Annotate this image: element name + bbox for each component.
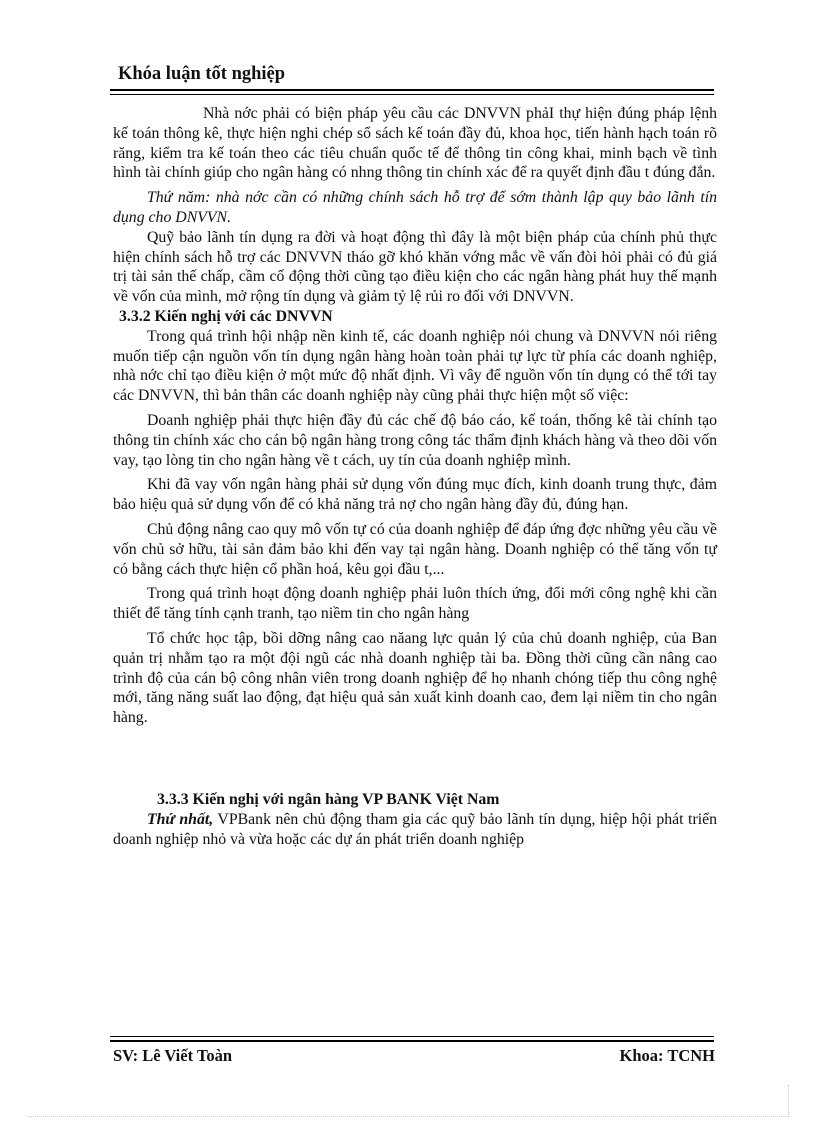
student-name: SV: Lê Viết Toàn <box>113 1046 233 1065</box>
section-heading-333: 3.3.3 Kiến nghị với ngân hàng VP BANK Việt Nam <box>157 790 500 808</box>
paragraph: Trong quá trình hội nhập nền kinh tế, các doanh nghiệp nói chung và DNVVN nói riêng muốn tiếp cận nguồn vốn tín dụng ngân hàng hoàn toàn phải tự lực từ phía các doanh nghiệp, nhà nớc chỉ tạo điều kiện ở một mức độ nhất định. Vì vây để nguồn vốn tín dụng có thể tới tay các DNVVN, thì bản thân các doanh nghiệp này cũng phải thực hiện một số việc: <box>113 327 717 405</box>
faculty-name: Khoa: TCNH <box>619 1046 715 1065</box>
page-body <box>113 104 717 849</box>
footer-rule-thick <box>110 1040 714 1042</box>
header-rule-thick <box>110 89 714 91</box>
header-rule-thin <box>110 94 714 95</box>
paragraph-lead: Thứ nhất, <box>147 810 214 828</box>
paragraph: Doanh nghiệp phải thực hiện đầy đủ các chế độ báo cáo, kế toán, thống kê tài chính tạo thông tin chính xác cho cán bộ ngân hàng trong công tác thẩm định khách hàng và theo dõi vốn vay, tạo lòng tin cho ngân hàng về t cách, uy tín của doanh nghiệp mình. <box>113 411 717 469</box>
paragraph: Quỹ bảo lãnh tín dụng ra đời và hoạt động thì đây là một biện pháp của chính phủ thực hiện chính sách hỗ trợ các DNVVN tháo gỡ khó khăn vớng mắc về vấn đòi hỏi phải có đủ giá trị tài sản thế chấp, cầm cố động thời cũng tạo điều kiện cho các ngân hàng phát huy thế mạnh về vốn của mình, mở rộng tín dụng và giảm tỷ lệ rủi ro đối với DNVVN. <box>113 228 717 306</box>
paragraph: Tổ chức học tập, bồi dỡng nâng cao năang lực quản lý của chủ doanh nghiệp, của Ban quản trị nhằm tạo ra một đội ngũ các nhà doanh nghiệp tài ba. Đồng thời cũng cần nâng cao trình độ của cán bộ công nhân viên trong doanh nghiệp để họ nhanh chóng tiếp thu công nghệ mới, tăng năng suất lao động, đạt hiệu quả sản xuất kinh doanh cao, đem lại niềm tin cho ngân hàng. <box>113 629 717 727</box>
section-heading-332: 3.3.2 Kiến nghị với các DNVVN <box>119 307 333 325</box>
paragraph: Khi đã vay vốn ngân hàng phải sử dụng vốn đúng mục đích, kinh doanh trung thực, đảm bảo hiệu quả sử dụng vốn để có khả năng trả nợ cho ngân hàng đầy đủ, đúng hạn. <box>113 476 717 514</box>
paragraph: Nhà nớc phải có biện pháp yêu cầu các DNVVN phảI thự hiện đúng pháp lệnh kế toán thông kê, thực hiện nghi chép sổ sách kế toán đầy đủ, khoa học, tiến hành hạch toán rõ răng, kiểm tra kế toán theo các tiêu chuẩn quốc tế để thông tin công khai, minh bạch về tình hình tài chính giúp cho ngân hàng có nhng thông tin chính xác để ra quyết định đầu t đúng đắn. <box>113 105 717 182</box>
paragraph-text: VPBank nên chủ động tham gia các quỹ bảo lãnh tín dụng, hiệp hội phát triển doanh nghiệp nhỏ và vừa hoặc các dự án phát triển doanh nghiệp <box>113 810 718 848</box>
paragraph <box>113 810 717 850</box>
document-title: Khóa luận tốt nghiệp <box>118 64 286 84</box>
page-edge-right <box>788 1085 789 1117</box>
paragraph: Chủ động nâng cao quy mô vốn tự có của doanh nghiệp để đáp ứng đợc những yêu cầu về vốn chủ sở hữu, tài sản đảm bảo khi đến vay tại ngân hàng. Doanh nghiệp có thể tăng vốn tự có bằng cách thực hiện cổ phần hoá, kêu gọi đầu t,... <box>113 520 717 578</box>
page-edge-bottom <box>28 1116 788 1117</box>
paragraph-italic: Thứ năm: nhà nớc cần có những chính sách hỗ trợ để sớm thành lập quy bảo lãnh tín dụng cho DNVVN. <box>113 189 717 226</box>
footer-rule-thin <box>110 1036 714 1037</box>
paragraph: Trong quá trình hoạt động doanh nghiệp phải luôn thích ứng, đổi mới công nghệ khi cần thiết để tăng tính cạnh tranh, tạo niềm tin cho ngân hàng <box>113 585 717 623</box>
